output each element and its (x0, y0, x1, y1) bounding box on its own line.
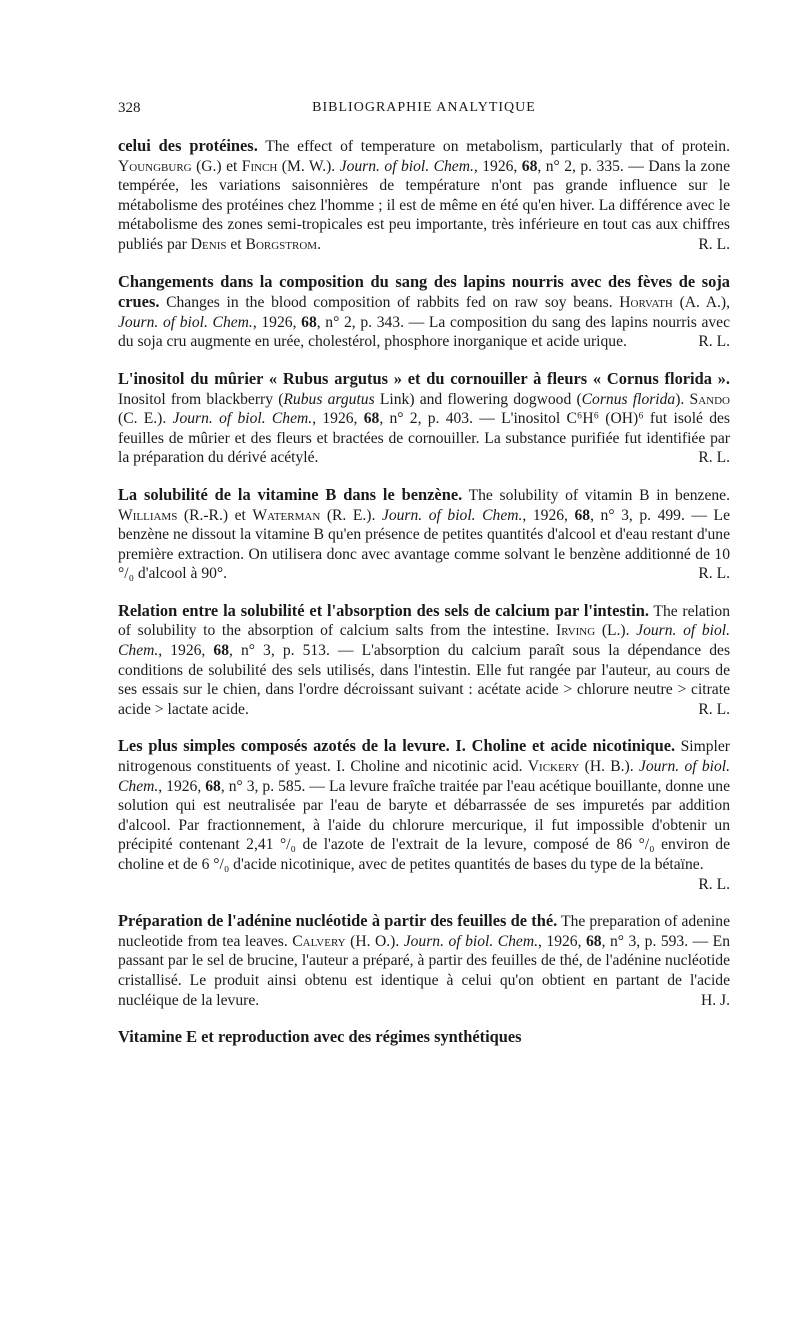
abstract-entry: L'inositol du mûrier « Rubus argutus » et du cornouiller à fleurs « Cornus florida ». Inositol from blackberry (Rubus argutus Link) and flowering dogwood (Cornus florida). Sando (C. E.). Journ. of biol. Chem., 1926, 68, n° 2, p. 403. — L'inositol C⁶H⁶ (OH)⁶ fut isolé des feuilles de mûrier et des fleurs et bractées de cornouiller. La substance purifiée fut identifiée par la préparation du dérivé acétylé. R. L. (118, 368, 731, 467)
entry-title: Les plus simples composés azotés de la levure. I. Choline et acide nicotinique. (118, 736, 676, 756)
author: Williams (118, 506, 178, 524)
entry-title: Relation entre la solubilité et l'absorption des sels de calcium par l'intestin. (118, 600, 649, 620)
volume: 68 (574, 506, 591, 524)
author: Finch (241, 157, 278, 175)
abstract-entry: La solubilité de la vitamine B dans le benzène. The solubility of vitamin B in benzene. Williams (R.-R.) et Waterman (R. E.). Journ. of biol. Chem., 1926, 68, n° 3, p. 499. — Le benzène ne dissout la vitamine B qu'en présence de petites quantités d'alcool et d'eau restant d'une première extraction. On utilisera donc avec avantage comme solvant le benzène additionné de 10 °/₀ d'alcool à 90°. R. L. (118, 484, 730, 583)
volume: 68 (521, 157, 538, 175)
author: Irving (556, 622, 596, 640)
author: Vickery (527, 758, 580, 776)
page-number: 328 (118, 100, 141, 116)
entry-title: celui des protéines. (118, 136, 258, 155)
author: Waterman (252, 506, 321, 524)
reviewer-initials: H. J. (700, 991, 730, 1009)
author: Sando (689, 390, 730, 408)
entry-title: La solubilité de la vitamine B dans le benzène. (118, 484, 463, 504)
author: Horvath (619, 294, 673, 312)
species-name: Cornus florida (581, 390, 676, 408)
reviewer-initials: R. L. (698, 700, 730, 718)
volume: 68 (301, 313, 317, 331)
abstract-entry: Relation entre la solubilité et l'absorption des sels de calcium par l'intestin. The relation of solubility to the absorption of calcium salts from the intestine. Irving (L.). Journ. of biol. Chem., 1926, 68, n° 3, p. 513. — L'absorption du calcium paraît sous la dépendance des conditions de solubilité des sels utilisés, dans l'intestin. Elle fut rangée par l'auteur, au cours de ses essais sur le chien, dans l'ordre décroissant suivant : acétate acide > chlorure neutre > citrate acide > lactate acide. R. L. (118, 600, 731, 718)
reviewer-initials: R. L. (698, 333, 730, 351)
author: Youngburg (118, 157, 192, 175)
reviewer-initials: R. L. (698, 235, 730, 253)
reviewer-initials: R. L. (698, 875, 730, 893)
volume: 68 (213, 642, 229, 660)
running-head: BIBLIOGRAPHIE ANALYTIQUE (312, 100, 536, 115)
journal-name: Journ. of biol. Chem. (339, 157, 474, 175)
abstract-entry: Préparation de l'adénine nucléotide à partir des feuilles de thé. The preparation of adenine nucleotide from tea leaves. Calvery (H. O.). Journ. of biol. Chem., 1926, 68, n° 3, p. 593. — En passant par le sel de brucine, l'auteur a préparé, à partir des feuilles de thé, de l'adénine nucléotide cristallisé. Le produit ainsi obtenu est identique à celui qu'on obtient en partant de l'acide nucléique de la levure. H. J. (118, 911, 730, 1009)
journal-name: Journ. of biol. Chem. (118, 622, 730, 660)
article-body (118, 136, 730, 1047)
entry-title-continued: Vitamine E et reproduction avec des régimes synthétiques (118, 1027, 522, 1047)
journal-name: Journ. of biol. Chem. (403, 932, 539, 950)
journal-name: Journ. of biol. Chem. (172, 410, 313, 428)
entry-title: Changements dans la composition du sang des lapins nourris avec des fèves de soja crues. (118, 271, 730, 312)
author: Borgstrom (245, 235, 318, 253)
page-header (118, 100, 730, 124)
author: Denis (190, 235, 227, 253)
abstract-entry: Les plus simples composés azotés de la levure. I. Choline et acide nicotinique. Simpler nitrogenous constituents of yeast. I. Choline and nicotinic acid. Vickery (H. B.). Journ. of biol. Chem., 1926, 68, n° 3, p. 585. — La levure fraîche traitée par l'eau acétique bouillante, donne une solution qui est neutralisée par l'eau de baryte et débarrassée de ses impuretés par addition d'alcool. Par fractionnement, à l'aide du chlorure mercurique, il fut impossible d'obtenir un précipité contenant 2,41 °/₀ de l'azote de l'extrait de la levure, composé de 86 °/₀ environ de choline et de 6 °/₀ d'acide nicotinique, avec de petites quantités de bases du type de la bétaïne. R. L. (118, 736, 731, 893)
reviewer-initials: R. L. (698, 449, 730, 467)
journal-name: Journ. of biol. Chem. (381, 506, 523, 524)
volume: 68 (363, 410, 380, 428)
abstract-entry: celui des protéines. The effect of temperature on metabolism, particularly that of protein. Youngburg (G.) et Finch (M. W.). Journ. of biol. Chem., 1926, 68, n° 2, p. 335. — Dans la zone tempérée, les variations saisonnières de température n'ont pas grande influence sur le métabolisme des protéines chez l'homme ; il est de même en été qu'en hiver. La différence avec le métabolisme des zones semi-tropicales est peu importante, très inférieure en tout cas aux chiffres publiés par Denis et Borgstrom. R. L. (118, 136, 730, 253)
volume: 68 (585, 932, 602, 950)
author: Calvery (292, 932, 346, 950)
species-name: Rubus argutus (283, 390, 375, 408)
journal-name: Journ. of biol. Chem. (118, 758, 730, 795)
journal-name: Journ. of biol. Chem. (118, 313, 253, 331)
reviewer-initials: R. L. (698, 565, 730, 583)
entry-title: Préparation de l'adénine nucléotide à partir des feuilles de thé. (118, 911, 558, 931)
abstract-entry: Changements dans la composition du sang des lapins nourris avec des fèves de soja crues. Changes in the blood composition of rabbits fed on raw soy beans. Horvath (A. A.), Journ. of biol. Chem., 1926, 68, n° 2, p. 343. — La composition du sang des lapins nourris avec du soja cru augmente en urée, cholestérol, phosphore inorganique et acide urique. R. L. (118, 271, 731, 351)
volume: 68 (205, 777, 221, 795)
entry-title: L'inositol du mûrier « Rubus argutus » et du cornouiller à fleurs « Cornus florida ». (118, 368, 730, 388)
